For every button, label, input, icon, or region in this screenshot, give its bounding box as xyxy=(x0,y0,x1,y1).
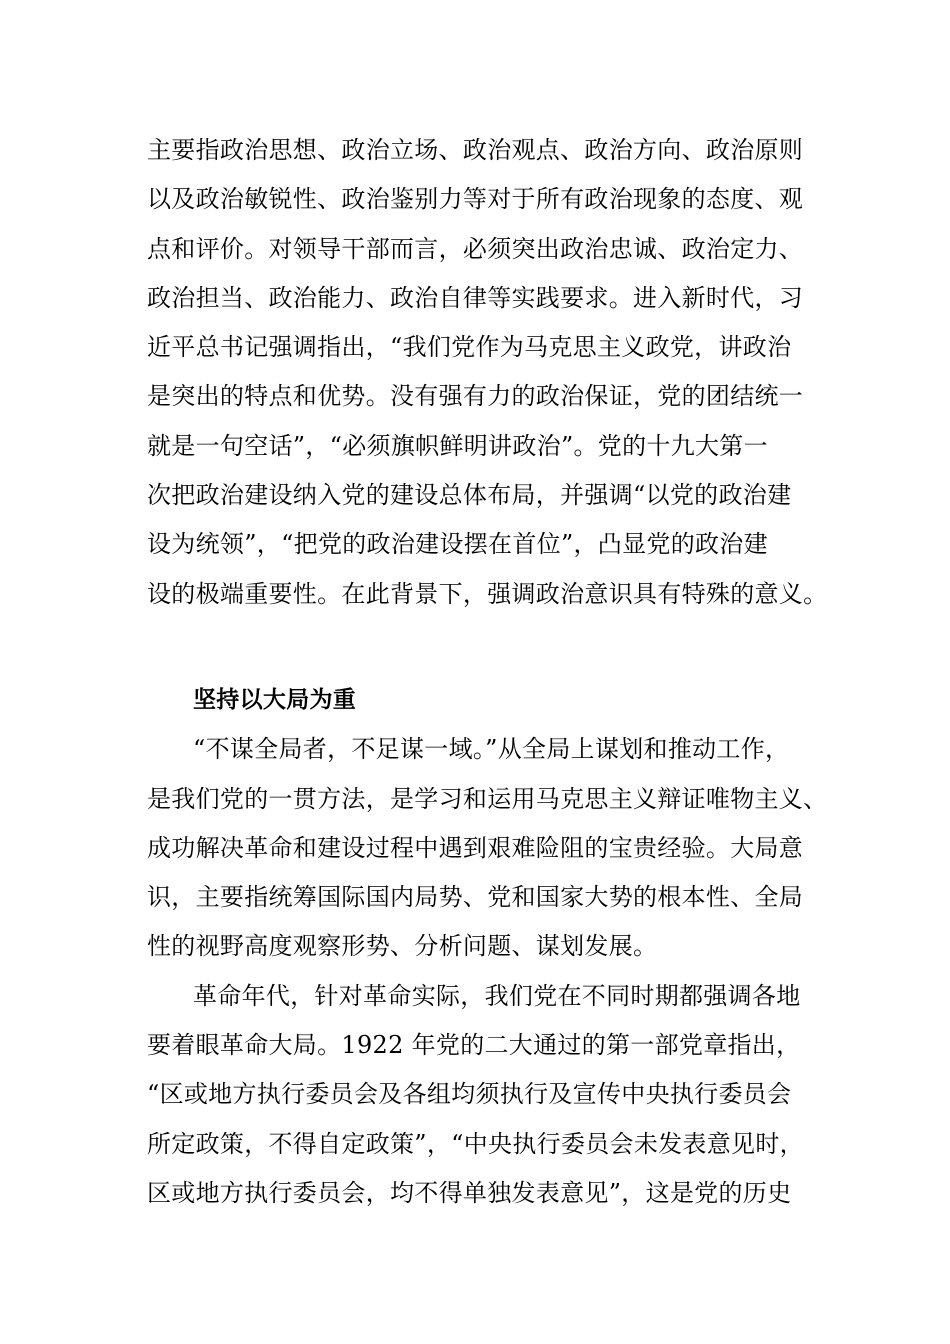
text-line: “不谋全局者，不足谋一域。”从全局上谋划和推动工作， xyxy=(193,735,790,764)
text-line: 成功解决革命和建设过程中遇到艰难险阻的宝贵经验。大局意 xyxy=(147,833,804,862)
text-line: 就是一句空话”，“必须旗帜鲜明讲政治”。党的十九大第一 xyxy=(147,431,768,460)
text-line: 设的极端重要性。在此背景下，强调政治意识具有特殊的意义。 xyxy=(147,579,828,608)
text-line: 是我们党的一贯方法，是学习和运用马克思主义辩证唯物主义、 xyxy=(147,784,828,813)
text-line: 以及政治敏锐性、政治鉴别力等对于所有政治现象的态度、观 xyxy=(147,185,804,214)
text-line: 近平总书记强调指出，“我们党作为马克思主义政党，讲政治 xyxy=(147,333,792,362)
text-line: 所定政策，不得自定政策”，“中央执行委员会未发表意见时， xyxy=(147,1129,804,1158)
text-line: 政治担当、政治能力、政治自律等实践要求。进入新时代，习 xyxy=(147,283,804,312)
text-line: 识，主要指统筹国际国内局势、党和国家大势的根本性、全局 xyxy=(147,883,804,912)
section-overall-situation xyxy=(147,676,847,1218)
text-line: 性的视野高度观察形势、分析问题、谋划发展。 xyxy=(147,932,658,961)
text-line: 次把政治建设纳入党的建设总体布局，并强调“以党的政治建 xyxy=(147,481,792,510)
section-heading: 坚持以大局为重 xyxy=(193,687,357,713)
paragraph-political-awareness xyxy=(147,126,847,619)
text-line: 区或地方执行委员会，均不得单独发表意见”，这是党的历史 xyxy=(147,1178,792,1207)
text-line: “区或地方执行委员会及各组均须执行及宣传中央执行委员会 xyxy=(147,1080,792,1109)
text-line: 点和评价。对领导干部而言，必须突出政治忠诚、政治定力、 xyxy=(147,234,804,263)
text-line: 主要指政治思想、政治立场、政治观点、政治方向、政治原则 xyxy=(147,136,804,164)
text-line: 设为统领”，“把党的政治建设摆在首位”，凸显党的政治建 xyxy=(147,530,768,559)
text-line: 是突出的特点和优势。没有强有力的政治保证，党的团结统一 xyxy=(147,382,804,411)
text-line: 要着眼革命大局。1922 年党的二大通过的第一部党章指出， xyxy=(147,1031,801,1060)
text-line: 革命年代，针对革命实际，我们党在不同时期都强调各地 xyxy=(193,981,801,1010)
